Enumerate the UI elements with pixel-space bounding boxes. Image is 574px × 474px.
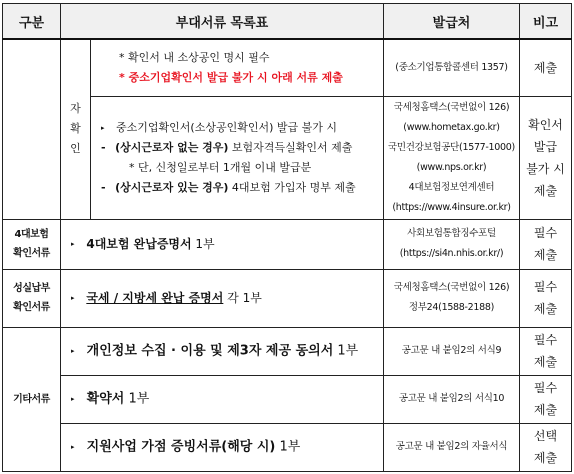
triangle-bullet-icon: ▸ [71,294,75,303]
content-cell [61,375,384,423]
issuer-cell: 사회보험통합징수포털 (https://si4n.nhis.or.kr/) [384,219,520,269]
table-row [3,423,572,471]
triangle-bullet-icon: ▸ [71,394,75,403]
list-item-highlight: * 중소기업확인서 발급 불가 시 아래 서류 제출 [119,70,343,84]
table-row [3,219,572,269]
list-item: ▸ 4대보험 완납증명서 1부 [69,234,383,255]
content-cell [61,327,384,375]
triangle-bullet-icon: ▸ [71,442,75,451]
star-mark: * [129,160,135,174]
subcategory-char: 확 [70,122,81,136]
star-mark: * [119,70,125,84]
content-cell [61,269,384,327]
content-cell [61,423,384,471]
subcategory-char: 인 [70,142,81,156]
issuer-cell: 공고문 내 붙임2의 서식10 [384,375,520,423]
subcategory-char: 자 [70,102,81,116]
content-cell [91,39,384,96]
note-cell: 선택 제출 [520,423,572,471]
list-item: ▸ 중소기업확인서(소상공인확인서) 발급 불가 시 [99,118,383,138]
list-item: ▸ 지원사업 가점 증빙서류(해당 시) 1부 [69,437,383,458]
table-row [3,39,572,96]
header-doc-list: 부대서류 목록표 [61,4,384,40]
list-item: - (상시근로자 없는 경우) 보험자격득실확인서 제출 [99,138,383,158]
attached-documents-table [2,3,572,472]
note-cell: 확인서 발급 불가 시 제출 [520,96,572,219]
note-cell: 필수 제출 [520,375,572,423]
list-item: * 확인서 내 소상공인 명시 필수 [119,50,270,64]
note-cell: 제출 [520,39,572,96]
table-row [3,375,572,423]
note-cell: 필수 제출 [520,219,572,269]
list-item: ▸ 개인정보 수집 · 이용 및 제3자 제공 동의서 1부 [69,341,383,362]
header-category: 구분 [3,4,61,40]
issuer-cell: (중소기업통합콜센터 1357) [384,39,520,96]
category-cell: 4대보험 확인서류 [3,219,61,269]
header-issuer: 발급처 [384,4,520,40]
content-cell [61,219,384,269]
triangle-bullet-icon: ▸ [71,240,75,249]
category-cell: 기타서류 [3,327,61,471]
dash-mark: - [101,140,106,154]
category-cell: 성실납부 확인서류 [3,269,61,327]
issuer-cell: 공고문 내 붙임2의 자율서식 [384,423,520,471]
header-note: 비고 [520,4,572,40]
triangle-bullet-icon: ▸ [71,346,75,355]
list-item: * 단, 신청일로부터 1개월 이내 발급분 [129,160,312,174]
table-row [3,269,572,327]
list-item: - (상시근로자 있는 경우) 4대보험 가입자 명부 제출 [99,178,383,198]
dash-mark: - [101,180,106,194]
issuer-cell: 국세청홈택스(국번없이 126) (www.hometax.go.kr) 국민건강보험공단(1577-1000) (www.nps.or.kr) 4대보험정보연계센터 (https://www.4insure.or.kr) [384,96,520,219]
star-mark: * [119,50,125,64]
content-cell [91,96,384,219]
issuer-cell: 국세청홈택스(국번없이 126) 정부24(1588-2188) [384,269,520,327]
list-item: ▸ 확약서 1부 [69,389,383,410]
table-row [3,327,572,375]
note-cell: 필수 제출 [520,269,572,327]
note-cell: 필수 제출 [520,327,572,375]
list-item: ▸ 국세 / 지방세 완납 증명서 각 1부 [69,288,383,309]
triangle-bullet-icon: ▸ [101,123,105,132]
subcategory-cell [61,39,91,219]
header-row [3,4,572,40]
category-cell [3,39,61,219]
issuer-cell: 공고문 내 붙임2의 서식9 [384,327,520,375]
